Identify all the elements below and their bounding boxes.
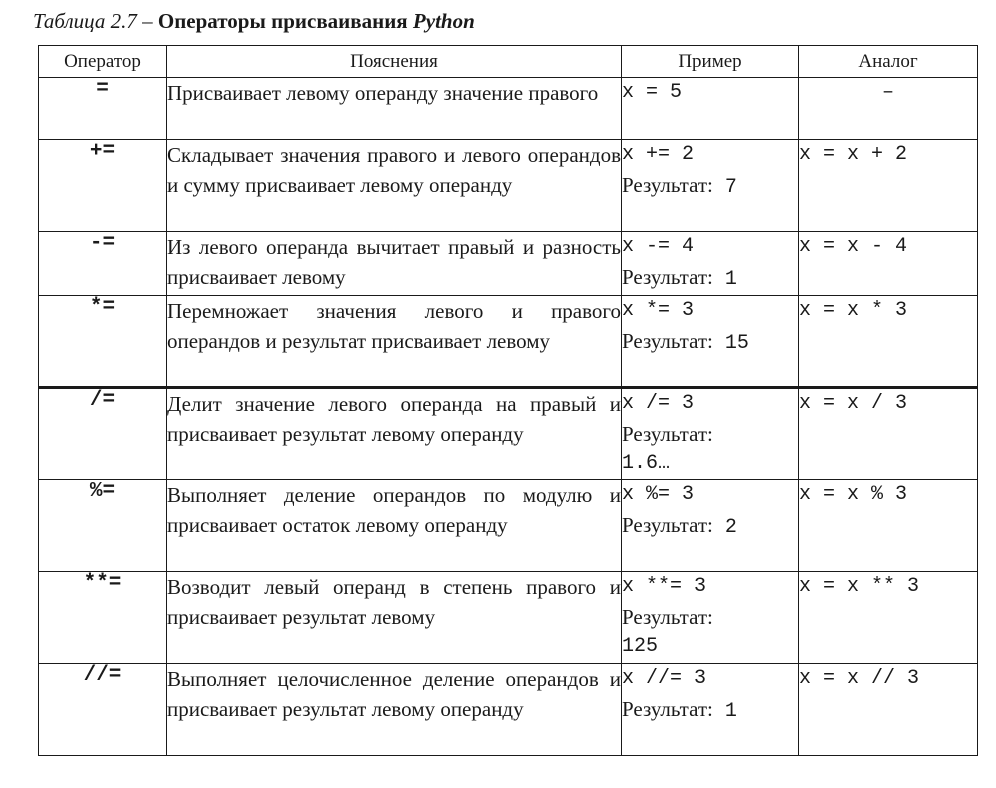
example-code: x -= 4	[622, 235, 695, 258]
result-value: 1	[724, 268, 737, 291]
analog-cell	[799, 572, 978, 664]
analog-code: x = x // 3	[799, 667, 920, 690]
assignment-operators-table	[38, 45, 978, 756]
caption-prefix: Таблица 2.7 –	[33, 9, 153, 33]
result-label: Результат:	[622, 697, 713, 721]
example-cell	[622, 388, 799, 480]
example-cell	[622, 572, 799, 664]
analog-code: x = x / 3	[799, 392, 908, 415]
example-cell	[622, 296, 799, 388]
table-caption	[33, 6, 475, 36]
example-code: x %= 3	[622, 483, 695, 506]
example-code: x /= 3	[622, 392, 695, 415]
table-row	[39, 480, 978, 572]
example-cell	[622, 78, 799, 140]
operator-cell: %=	[39, 480, 167, 572]
example-cell	[622, 664, 799, 756]
description-cell: Делит значение левого операнда на правый и присваивает результат левому операнду	[167, 388, 622, 480]
result-value: 7	[724, 176, 737, 199]
header-example: Пример	[622, 46, 799, 78]
description-cell: Возводит левый операнд в степень правого и присваивает результат левому	[167, 572, 622, 664]
operator-cell: //=	[39, 664, 167, 756]
example-cell	[622, 480, 799, 572]
operator-cell: *=	[39, 296, 167, 388]
analog-code: x = x % 3	[799, 483, 908, 506]
analog-code: x = x * 3	[799, 299, 908, 322]
description-cell: Складывает значения правого и левого операндов и сумму присваивает левому операнду	[167, 140, 622, 232]
example-code: x = 5	[622, 81, 683, 104]
result-value: 2	[724, 516, 737, 539]
example-code: x += 2	[622, 143, 695, 166]
description-cell: Выполняет целочисленное деление операндов и присваивает результат левому операнду	[167, 664, 622, 756]
operator-cell: -=	[39, 232, 167, 296]
table-row	[39, 664, 978, 756]
header-analog: Аналог	[799, 46, 978, 78]
analog-code: x = x - 4	[799, 235, 908, 258]
analog-cell	[799, 140, 978, 232]
example-result	[622, 262, 798, 295]
example-code: x *= 3	[622, 299, 695, 322]
result-value: 1.6…	[622, 452, 671, 475]
analog-code: x = x ** 3	[799, 575, 920, 598]
result-value: 15	[724, 332, 749, 355]
example-code: x **= 3	[622, 575, 707, 598]
table-row	[39, 232, 978, 296]
example-result	[622, 170, 798, 203]
result-label: Результат:	[622, 265, 713, 289]
example-result	[622, 326, 798, 359]
caption-language: Python	[412, 9, 475, 33]
result-label: Результат:	[622, 422, 713, 446]
analog-code: x = x + 2	[799, 143, 908, 166]
example-cell	[622, 232, 799, 296]
operator-cell: =	[39, 78, 167, 140]
example-code: x //= 3	[622, 667, 707, 690]
caption-title: Операторы присваивания	[157, 9, 408, 33]
example-result	[622, 694, 798, 727]
description-cell: Присваивает левому операнду значение правого	[167, 78, 622, 140]
result-label: Результат:	[622, 605, 713, 629]
table-row	[39, 388, 978, 480]
result-value: 1	[724, 700, 737, 723]
analog-cell	[799, 388, 978, 480]
analog-cell	[799, 480, 978, 572]
table-row	[39, 296, 978, 388]
analog-cell: –	[799, 78, 978, 140]
description-cell: Перемножает значения левого и правого операндов и результат присваивает левому	[167, 296, 622, 388]
table-header-row	[39, 46, 978, 78]
table-row	[39, 572, 978, 664]
table-row	[39, 78, 978, 140]
analog-cell	[799, 232, 978, 296]
result-label: Результат:	[622, 173, 713, 197]
description-cell: Выполняет деление операндов по модулю и присваивает остаток левому операнду	[167, 480, 622, 572]
header-operator: Оператор	[39, 46, 167, 78]
description-cell: Из левого операнда вычитает правый и разность присваивает левому	[167, 232, 622, 296]
header-explanation: Пояснения	[167, 46, 622, 78]
operator-cell: +=	[39, 140, 167, 232]
table-row	[39, 140, 978, 232]
operator-cell: /=	[39, 388, 167, 480]
example-result	[622, 510, 798, 543]
example-cell	[622, 140, 799, 232]
result-value: 125	[622, 635, 659, 658]
result-label: Результат:	[622, 329, 713, 353]
analog-cell	[799, 296, 978, 388]
operator-cell: **=	[39, 572, 167, 664]
result-label: Результат:	[622, 513, 713, 537]
analog-cell	[799, 664, 978, 756]
